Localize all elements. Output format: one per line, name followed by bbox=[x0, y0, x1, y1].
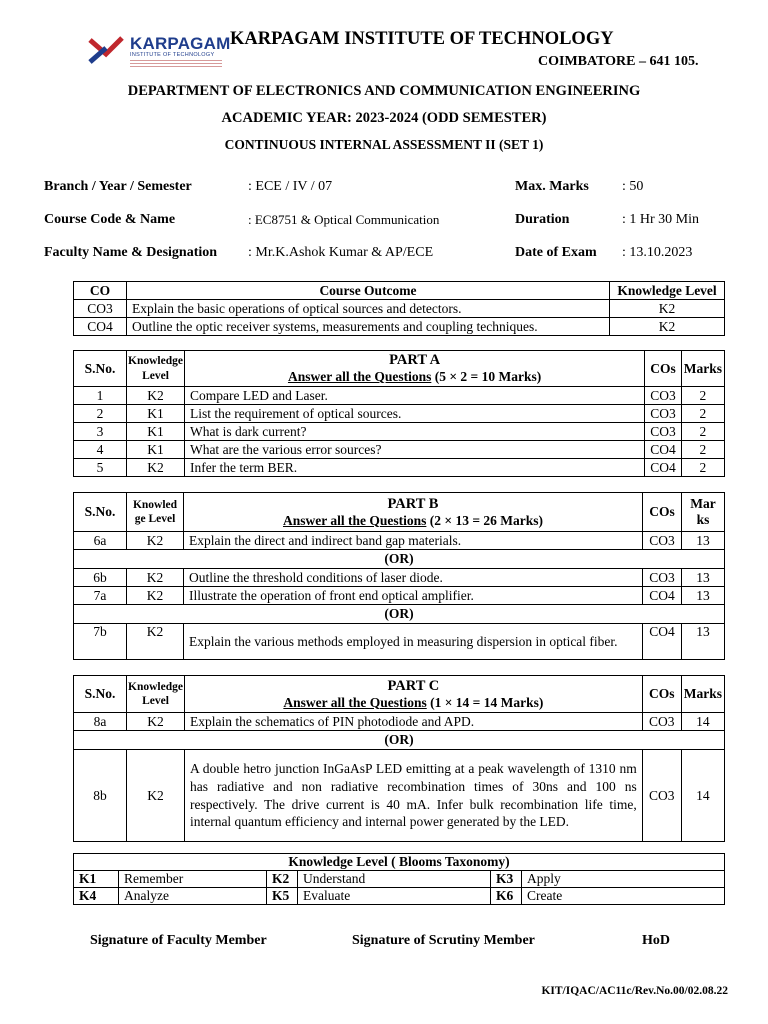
table-row: CO3 Explain the basic operations of optical sources and detectors. K2 bbox=[74, 300, 725, 318]
sno-header: S.No. bbox=[74, 676, 127, 713]
part-a-title-cell bbox=[184, 351, 644, 387]
max-marks-label: Max. Marks bbox=[515, 179, 589, 194]
or-separator: (OR) bbox=[74, 731, 725, 750]
max-marks-value: : 50 bbox=[622, 179, 644, 194]
institute-logo bbox=[86, 30, 231, 80]
cos-header: COs bbox=[645, 351, 682, 387]
part-c-marks-scheme: (1 × 14 = 14 Marks) bbox=[426, 694, 544, 710]
course-value: : EC8751 & Optical Communication bbox=[248, 212, 440, 227]
table-row: 4 K1 What are the various error sources? CO4 2 bbox=[74, 441, 725, 459]
part-b-title: PART B bbox=[387, 495, 439, 512]
exam-date-value: : 13.10.2023 bbox=[622, 245, 693, 260]
table-row: 2 K1 List the requirement of optical sources. CO3 2 bbox=[74, 405, 725, 423]
logo-subtext: INSTITUTE OF TECHNOLOGY bbox=[130, 52, 215, 58]
cos-header: COs bbox=[643, 493, 682, 532]
knowledge-level-header: Knowledge Level bbox=[610, 282, 725, 300]
sno-header: S.No. bbox=[74, 493, 127, 532]
table-row: K4 Analyze K5 Evaluate K6 Create bbox=[74, 888, 725, 905]
or-separator: (OR) bbox=[74, 605, 725, 624]
part-a-marks-scheme: (5 × 2 = 10 Marks) bbox=[431, 369, 542, 384]
table-row: K1 Remember K2 Understand K3 Apply bbox=[74, 871, 725, 888]
logo-fine-print bbox=[130, 60, 222, 74]
course-outcome-table bbox=[73, 281, 725, 336]
marks-header: Marks bbox=[681, 351, 724, 387]
duration-value: : 1 Hr 30 Min bbox=[622, 212, 699, 227]
table-row: 1 K2 Compare LED and Laser. CO3 2 bbox=[74, 387, 725, 405]
course-label: Course Code & Name bbox=[44, 212, 176, 227]
academic-year: ACADEMIC YEAR: 2023-2024 (ODD SEMESTER) bbox=[221, 110, 547, 126]
part-c-instruction: Answer all the Questions bbox=[283, 694, 427, 710]
blooms-title: Knowledge Level ( Blooms Taxonomy) bbox=[74, 854, 725, 871]
part-c-table bbox=[73, 675, 725, 842]
marks-header: Mar ks bbox=[682, 493, 725, 532]
institute-city: COIMBATORE – 641 105. bbox=[538, 54, 699, 69]
scrutiny-signature-label: Signature of Scrutiny Member bbox=[352, 933, 535, 948]
table-row: 8b K2 A double hetro junction InGaAsP LED emitting at a peak wavelength of 1310 nm has radiative and non radiative recombination times of 30ns and 100 ns respectively. The drive current is 40 mA. Infer bulk recombination life time, internal quantum efficiency and internal power generated by the LED. CO3 14 bbox=[74, 750, 725, 842]
exam-date-label: Date of Exam bbox=[515, 245, 597, 260]
table-row: 7a K2 Illustrate the operation of front end optical amplifier. CO4 13 bbox=[74, 587, 725, 605]
department-name: DEPARTMENT OF ELECTRONICS AND COMMUNICATION ENGINEERING bbox=[127, 83, 641, 99]
or-separator: (OR) bbox=[74, 550, 725, 569]
part-c-title-cell bbox=[184, 676, 642, 713]
table-row: 5 K2 Infer the term BER. CO4 2 bbox=[74, 459, 725, 477]
sno-header: S.No. bbox=[74, 351, 127, 387]
cos-header: COs bbox=[642, 676, 681, 713]
part-a-title: PART A bbox=[389, 352, 441, 368]
document-reference-code: KIT/IQAC/AC11c/Rev.No.00/02.08.22 bbox=[541, 985, 728, 997]
knowledge-level-header: Knowledge Level bbox=[127, 351, 185, 387]
branch-label: Branch / Year / Semester bbox=[44, 179, 192, 194]
table-row: 6a K2 Explain the direct and indirect band gap materials. CO3 13 bbox=[74, 532, 725, 550]
faculty-label: Faculty Name & Designation bbox=[44, 245, 218, 260]
part-b-instruction: Answer all the Questions bbox=[282, 512, 427, 528]
logo-icon bbox=[86, 34, 130, 68]
duration-label: Duration bbox=[515, 212, 570, 227]
marks-header: Marks bbox=[681, 676, 724, 713]
hod-signature-label: HoD bbox=[642, 933, 670, 948]
part-b-table bbox=[73, 492, 725, 660]
branch-value: : ECE / IV / 07 bbox=[248, 179, 333, 194]
course-outcome-header: Course Outcome bbox=[127, 282, 610, 300]
faculty-value: : Mr.K.Ashok Kumar & AP/ECE bbox=[248, 245, 434, 260]
assessment-title: CONTINUOUS INTERNAL ASSESSMENT II (SET 1) bbox=[224, 137, 544, 152]
table-row: 8a K2 Explain the schematics of PIN photodiode and APD. CO3 14 bbox=[74, 713, 725, 731]
part-c-title: PART C bbox=[387, 677, 440, 694]
co-header: CO bbox=[74, 282, 127, 300]
table-row: 3 K1 What is dark current? CO3 2 bbox=[74, 423, 725, 441]
blooms-taxonomy-table bbox=[73, 853, 725, 905]
part-b-marks-scheme: (2 × 13 = 26 Marks) bbox=[426, 512, 543, 528]
knowledge-level-header: Knowledge Level bbox=[127, 676, 185, 713]
faculty-signature-label: Signature of Faculty Member bbox=[90, 933, 267, 948]
institute-name: KARPAGAM INSTITUTE OF TECHNOLOGY bbox=[230, 29, 614, 49]
part-a-instruction: Answer all the Questions bbox=[287, 369, 432, 384]
table-row: CO4 Outline the optic receiver systems, measurements and coupling techniques. K2 bbox=[74, 318, 725, 336]
part-b-title-cell bbox=[184, 493, 643, 532]
part-a-table bbox=[73, 350, 725, 477]
logo-text: KARPAGAM bbox=[130, 34, 231, 53]
knowledge-level-header: Knowled ge Level bbox=[127, 493, 184, 532]
table-row: 6b K2 Outline the threshold conditions of laser diode. CO3 13 bbox=[74, 569, 725, 587]
table-row: 7b K2 Explain the various methods employed in measuring dispersion in optical fiber. CO4 13 bbox=[74, 624, 725, 660]
